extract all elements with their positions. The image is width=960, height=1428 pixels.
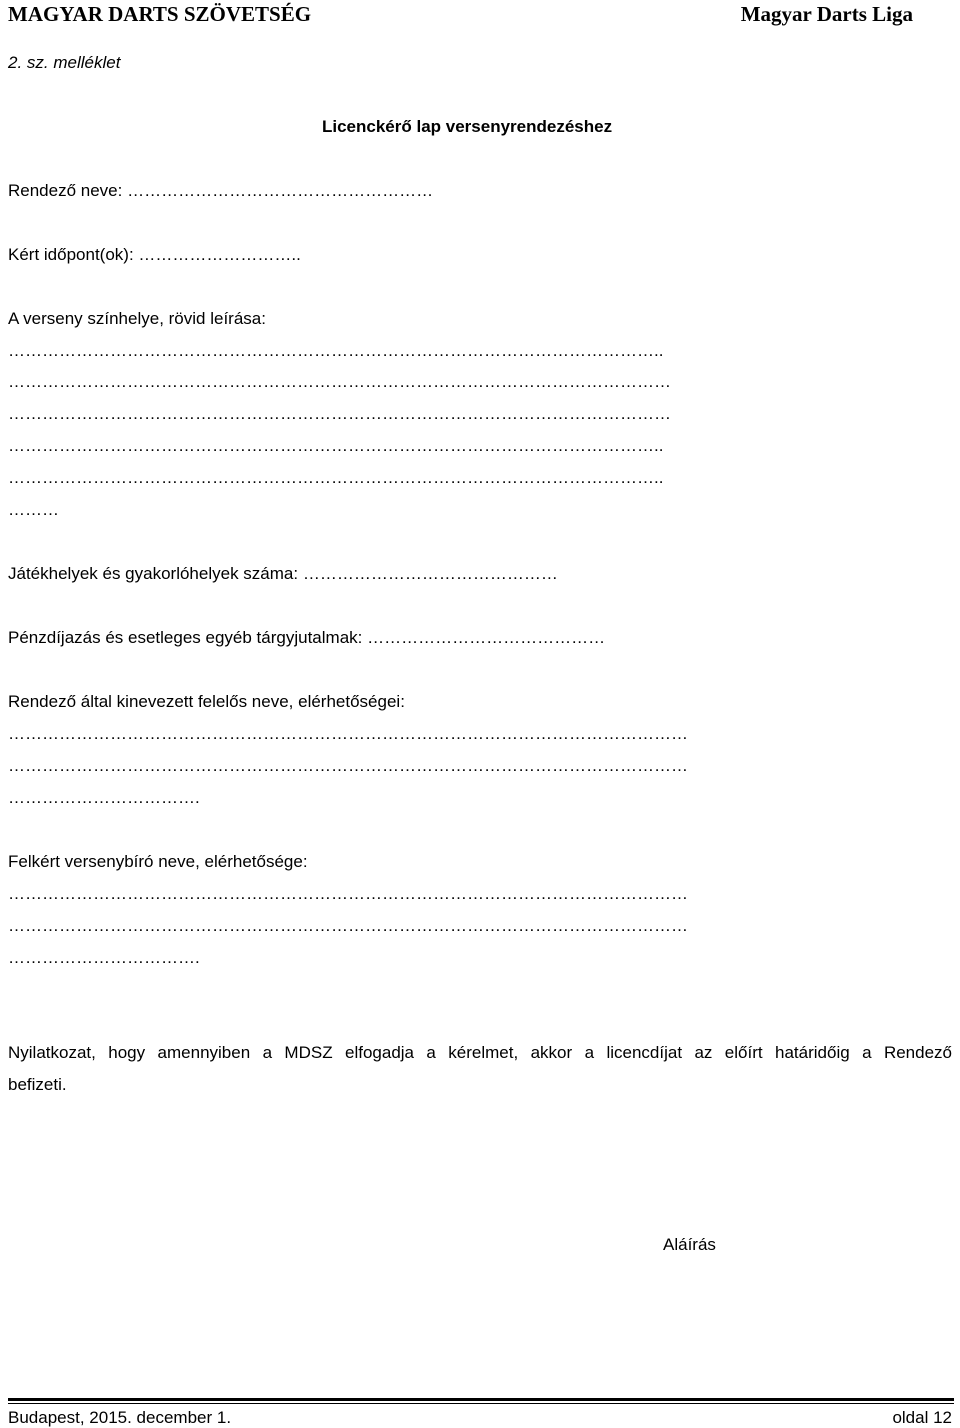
dates-dots: ……………………….. xyxy=(138,245,301,264)
responsible-line: ……………………………. xyxy=(8,788,200,807)
prizes-field xyxy=(8,628,605,648)
venue-line: ……… xyxy=(8,500,59,519)
association-name: MAGYAR DARTS SZÖVETSÉG xyxy=(8,2,312,26)
boards-label: Játékhelyek és gyakorlóhelyek száma: xyxy=(8,564,299,583)
footer-rule xyxy=(8,1398,954,1401)
venue-line: ……………………………………………………………………………………………………… xyxy=(8,404,671,423)
venue-line: ……………………………………………………………………………………………………… xyxy=(8,372,671,391)
declaration-text: Nyilatkozat, hogy amennyiben a MDSZ elfogadja a kérelmet, akkor a licencdíjat az előírt határidőig a Rendező xyxy=(8,1043,952,1062)
declaration-text-end: befizeti. xyxy=(8,1075,67,1094)
prizes-label: Pénzdíjazás és esetleges egyéb tárgyjutalmak: xyxy=(8,628,363,647)
boards-field xyxy=(8,564,558,584)
venue-line: …………………………………………………………………………………………………….. xyxy=(8,468,664,487)
venue-label: A verseny színhelye, rövid leírása: xyxy=(8,309,266,328)
organizer-label: Rendező neve: xyxy=(8,181,123,200)
referee-line: ………………………………………………………………………………………………………… xyxy=(8,916,688,935)
dates-field xyxy=(8,245,301,265)
responsible-line: ………………………………………………………………………………………………………… xyxy=(8,724,688,743)
responsible-line: ………………………………………………………………………………………………………… xyxy=(8,756,688,775)
annex-label: 2. sz. melléklet xyxy=(8,53,121,72)
responsible-label: Rendező által kinevezett felelős neve, elérhetőségei: xyxy=(8,692,405,711)
boards-dots: ……………………………………… xyxy=(302,564,558,583)
referee-line: ………………………………………………………………………………………………………… xyxy=(8,884,688,903)
venue-line: …………………………………………………………………………………………………….. xyxy=(8,436,664,455)
venue-line: …………………………………………………………………………………………………….. xyxy=(8,341,664,360)
page-title: Licenckérő lap versenyrendezéshez xyxy=(322,117,613,136)
organizer-dots: ……………………………………………… xyxy=(127,181,434,200)
league-name: Magyar Darts Liga xyxy=(740,2,913,26)
referee-label: Felkért versenybíró neve, elérhetősége: xyxy=(8,852,308,871)
footer-place-date: Budapest, 2015. december 1. xyxy=(8,1408,232,1427)
organizer-field xyxy=(8,181,433,201)
dates-label: Kért időpont(ok): xyxy=(8,245,134,264)
referee-line: ……………………………. xyxy=(8,948,200,967)
footer-page-number: oldal 12 xyxy=(892,1408,952,1427)
signature-label: Aláírás xyxy=(663,1235,716,1254)
prizes-dots: …………………………………… xyxy=(367,628,606,647)
footer-rule-thin xyxy=(8,1403,954,1404)
